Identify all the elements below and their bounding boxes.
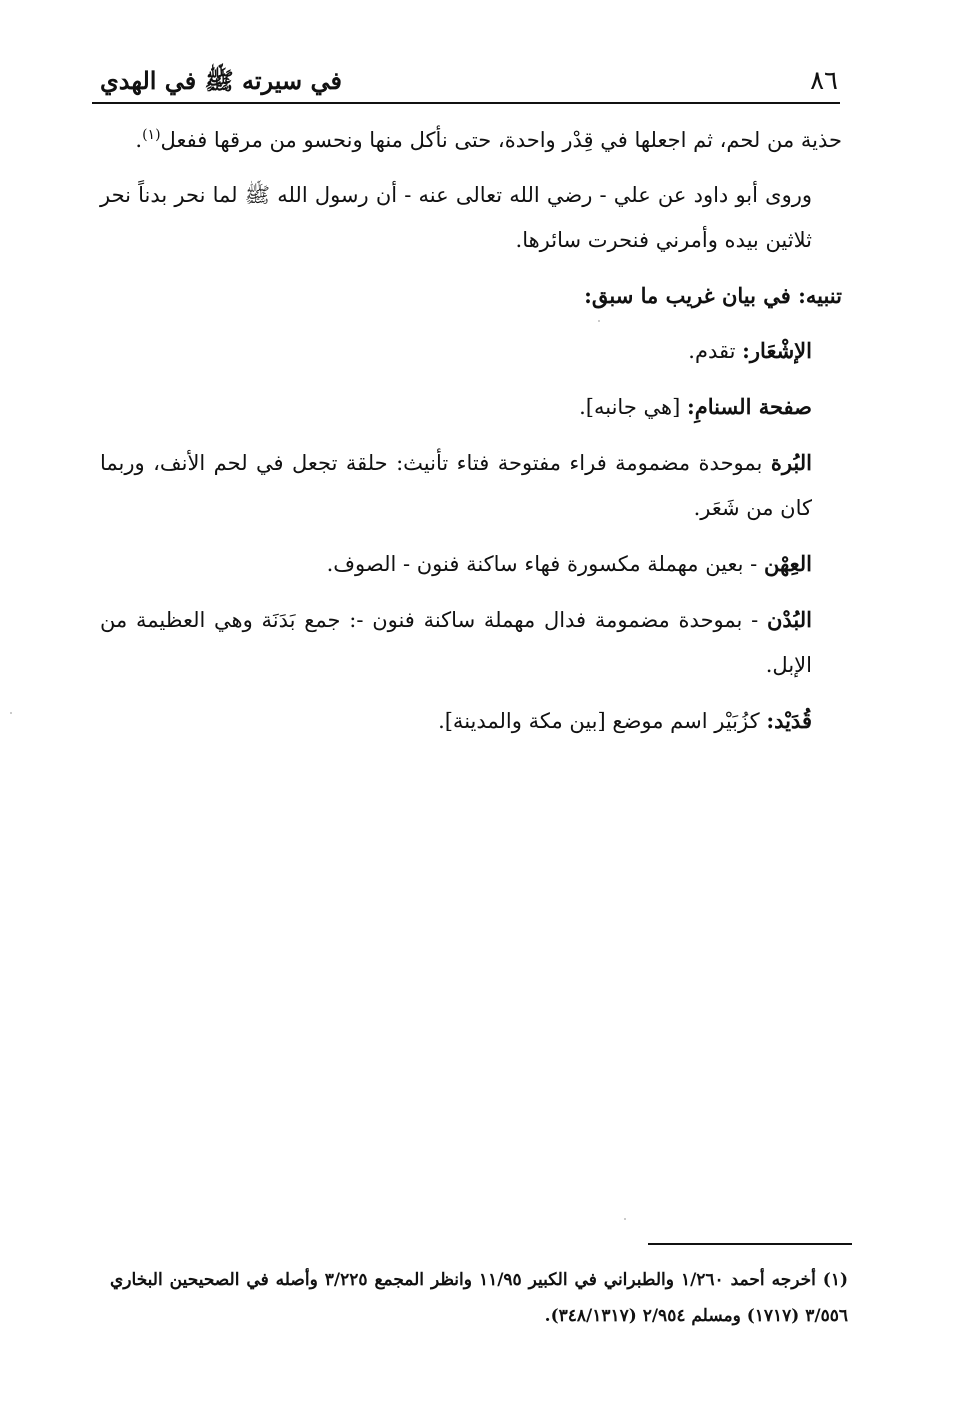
paragraph-1-tail: . (135, 128, 143, 152)
footnote (110, 1262, 848, 1334)
definition-term: الإشْعَار: (742, 338, 812, 363)
footnote-divider (648, 1243, 852, 1245)
page-header (92, 58, 840, 104)
paragraph-1 (100, 118, 842, 163)
paragraph-2 (100, 173, 842, 263)
definition-text: - بعين مهملة مكسورة فهاء ساكنة فنون - الصوف. (326, 552, 758, 576)
definition-term: العِهْن (763, 551, 812, 576)
definition-6 (100, 698, 842, 744)
body-text (100, 118, 842, 754)
definition-term: البُدْن (766, 607, 812, 632)
definition-text: - بموحدة مضمومة فدال مهملة ساكنة فنون -: جمع بَدَنَة وهي العظيمة من الإبل. (100, 608, 812, 677)
note-title: في بيان غريب ما سبق: (584, 283, 791, 308)
definition-text: كزُبَيْر اسم موضع [بين مكة والمدينة]. (438, 709, 760, 733)
note-label: تنبيه: (798, 283, 842, 308)
footnote-marker[interactable]: (١) (142, 127, 161, 143)
definition-term: قُدَيْد: (766, 708, 812, 733)
definition-2 (100, 384, 842, 430)
definition-1 (100, 328, 842, 374)
scan-speck (598, 320, 600, 322)
definition-term: البُرة (770, 450, 812, 475)
definition-term: صفحة السنامِ: (686, 394, 812, 419)
running-title: في سيرته ﷺ في الهدي (100, 66, 342, 95)
scan-speck (10, 712, 12, 714)
note-heading (100, 273, 842, 318)
paragraph-2-text: وروى أبو داود عن علي - رضي الله تعالى عنه - أن رسول الله ﷺ لما نحر بدناً نحر ثلاثين بيده وأمرني فنحرت سائرها. (100, 183, 812, 252)
definition-4 (100, 541, 842, 587)
paragraph-1-text: حذية من لحم، ثم اجعلها في قِدْر واحدة، حتى نأكل منها ونحسو من مرقها ففعل (160, 128, 842, 152)
definition-text: [هي جانبه]. (579, 395, 681, 419)
definition-text: بموحدة مضمومة فراء مفتوحة فتاء تأنيث: حلقة تجعل في لحم الأنف، وربما كان من شَعَر. (100, 451, 812, 520)
footnote-text: (١) أخرجه أحمد ١/٢٦٠ والطبراني في الكبير ١١/٩٥ وانظر المجمع ٣/٢٢٥ وأصله في الصحيحين البخاري ٣/٥٥٦ (١٧١٧) ومسلم ٢/٩٥٤ (٣٤٨/١٣١٧). (110, 1270, 849, 1326)
definition-5 (100, 597, 842, 688)
page-number: ٨٦ (810, 66, 838, 96)
definition-text: تقدم. (688, 339, 736, 363)
scan-speck (624, 1218, 626, 1220)
definition-3 (100, 440, 842, 531)
